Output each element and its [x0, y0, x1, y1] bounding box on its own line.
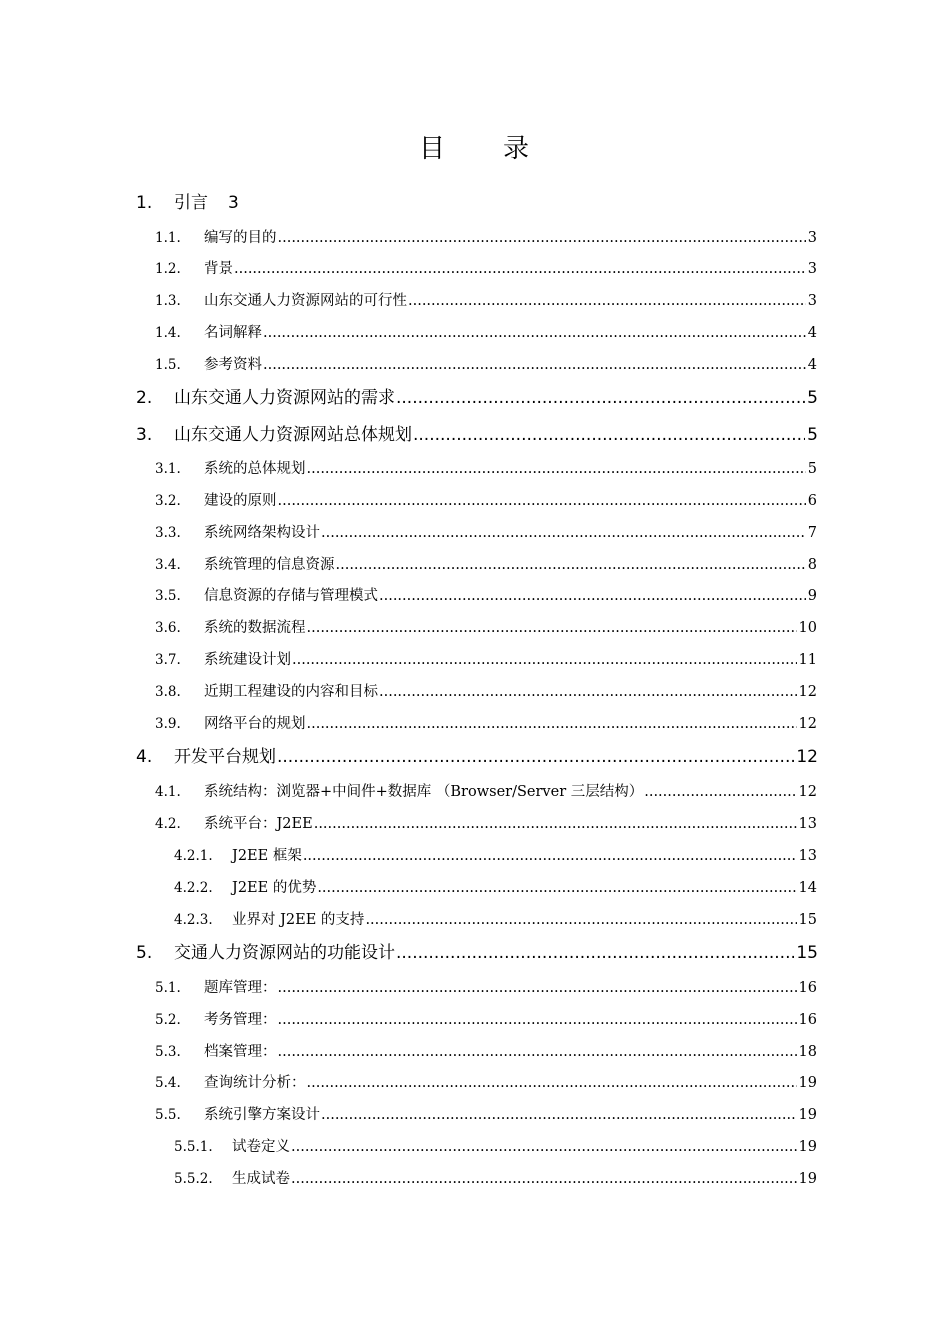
toc-entry-number: 3.4.: [155, 557, 181, 573]
toc-entry-page: 19: [798, 1139, 817, 1155]
toc-entry-text: 网络平台的规划: [204, 716, 306, 732]
toc-entry-number: 3.8.: [155, 684, 181, 700]
toc-entry-page: 13: [798, 848, 817, 864]
toc-entry-4-2[interactable]: [155, 812, 817, 833]
toc-entry-text: 山东交通人力资源网站的需求: [174, 388, 395, 408]
toc-leader-dots: [317, 880, 796, 896]
toc-entry-3-9[interactable]: [155, 712, 817, 733]
page-title: 目 录: [418, 134, 531, 164]
toc-entry-text: 系统平台：J2EE: [204, 816, 313, 832]
toc-entry-3-7[interactable]: [155, 648, 817, 669]
toc-entry-text: 试卷定义: [232, 1139, 290, 1155]
toc-entry-3-6[interactable]: [155, 616, 817, 637]
toc-entry-text: 背景: [204, 261, 233, 277]
toc-entry-page: 12: [796, 747, 818, 767]
toc-entry-number: 4.2.3.: [174, 912, 213, 928]
toc-entry-page: 8: [807, 557, 817, 573]
toc-leader-dots: [303, 848, 797, 864]
toc-leader-dots: [278, 493, 806, 509]
toc-entry-number: 3.3.: [155, 525, 181, 541]
toc-entry-text: 编写的目的: [204, 230, 277, 246]
toc-entry-number: 1.3.: [155, 293, 181, 309]
toc-entry-1[interactable]: [136, 188, 818, 213]
toc-entry-number: 4.: [136, 747, 153, 767]
toc-entry-text: 系统结构：浏览器+中间件+数据库 （Browser/Server 三层结构）: [204, 784, 644, 800]
toc-entry-page: 11: [798, 652, 817, 668]
toc-entry-number: 4.2.2.: [174, 880, 213, 896]
toc-entry-5-4[interactable]: [155, 1071, 817, 1092]
toc-leader-dots: [291, 1171, 797, 1187]
toc-entry-number: 1.5.: [155, 357, 181, 373]
toc-entry-3[interactable]: [136, 420, 818, 445]
toc-entry-page: 13: [798, 816, 817, 832]
toc-leader-dots: [644, 784, 796, 800]
toc-leader-dots: [336, 557, 806, 573]
toc-entry-number: 5.1.: [155, 980, 181, 996]
toc-entry-page: 16: [798, 1012, 817, 1028]
toc-entry-5-3[interactable]: [155, 1040, 817, 1061]
toc-entry-number: 5.: [136, 943, 153, 963]
toc-entry-3-4[interactable]: [155, 553, 817, 574]
toc-leader-dots: [321, 1107, 797, 1123]
toc-entry-page: 15: [796, 943, 818, 963]
toc-entry-number: 3.: [136, 425, 153, 445]
toc-entry-text: 题库管理：: [204, 980, 277, 996]
toc-entry-number: 1.1.: [155, 230, 181, 246]
toc-entry-text: 开发平台规划: [174, 747, 276, 767]
toc-leader-dots: [307, 1075, 797, 1091]
toc-entry-text: 近期工程建设的内容和目标: [204, 684, 378, 700]
toc-entry-5-5[interactable]: [155, 1103, 817, 1124]
toc-entry-number: 3.9.: [155, 716, 181, 732]
toc-entry-1-1[interactable]: [155, 226, 817, 247]
toc-leader-dots: [292, 652, 797, 668]
toc-entry-1-3[interactable]: [155, 289, 817, 310]
toc-entry-number: 1.: [136, 193, 153, 213]
toc-entry-text: 系统建设计划: [204, 652, 291, 668]
toc-entry-number: 3.5.: [155, 588, 181, 604]
toc-entry-text: 系统引擎方案设计: [204, 1107, 320, 1123]
toc-entry-text: 名词解释: [204, 325, 262, 341]
toc-leader-dots: [263, 325, 806, 341]
toc-entry-text: J2EE 的优势: [232, 880, 317, 896]
toc-entry-page: 4: [807, 357, 817, 373]
toc-entry-number: 5.5.: [155, 1107, 181, 1123]
toc-entry-page: 10: [798, 620, 817, 636]
toc-entry-page: 12: [798, 784, 817, 800]
toc-entry-number: 1.4.: [155, 325, 181, 341]
toc-entry-page: 19: [798, 1075, 817, 1091]
toc-entry-page: 3: [228, 193, 239, 213]
toc-entry-number: 5.5.1.: [174, 1139, 213, 1155]
toc-leader-dots: [278, 980, 797, 996]
toc-entry-text: 系统管理的信息资源: [204, 557, 335, 573]
toc-entry-1-5[interactable]: [155, 353, 817, 374]
toc-entry-page: 5: [807, 461, 817, 477]
toc-entry-page: 16: [798, 980, 817, 996]
toc-leader-dots: [307, 620, 797, 636]
toc-entry-3-3[interactable]: [155, 521, 817, 542]
toc-entry-text: 生成试卷: [232, 1171, 290, 1187]
toc-entry-page: 12: [798, 716, 817, 732]
toc-entry-3-8[interactable]: [155, 680, 817, 701]
toc-entry-text: 山东交通人力资源网站的可行性: [204, 293, 407, 309]
toc-entry-number: 4.2.: [155, 816, 181, 832]
toc-leader-dots: [278, 230, 806, 246]
toc-entry-page: 6: [807, 493, 817, 509]
toc-entry-page: 18: [798, 1044, 817, 1060]
toc-entry-text: 参考资料: [204, 357, 262, 373]
toc-entry-number: 3.1.: [155, 461, 181, 477]
toc-leader-dots: [408, 293, 806, 309]
toc-entry-number: 5.4.: [155, 1075, 181, 1091]
toc-entry-3-5[interactable]: [155, 584, 817, 605]
toc-entry-page: 19: [798, 1171, 817, 1187]
toc-entry-number: 3.6.: [155, 620, 181, 636]
toc-entry-page: 7: [807, 525, 817, 541]
toc-entry-page: 19: [798, 1107, 817, 1123]
toc-entry-3-1[interactable]: [155, 457, 817, 478]
toc-entry-number: 2.: [136, 388, 153, 408]
toc-entry-text: 查询统计分析：: [204, 1075, 306, 1091]
toc-leader-dots: [379, 588, 806, 604]
toc-entry-page: 3: [807, 293, 817, 309]
toc-entry-text: J2EE 框架: [232, 848, 302, 864]
toc-entry-page: 3: [807, 261, 817, 277]
toc-entry-number: 5.5.2.: [174, 1171, 213, 1187]
toc-entry-text: 信息资源的存储与管理模式: [204, 588, 378, 604]
toc-entry-number: 4.1.: [155, 784, 181, 800]
toc-leader-dots: [263, 357, 806, 373]
toc-entry-1-4[interactable]: [155, 321, 817, 342]
toc-leader-dots: [413, 425, 805, 445]
toc-entry-text: 系统的数据流程: [204, 620, 306, 636]
toc-entry-4-2-1[interactable]: [174, 844, 817, 865]
toc-entry-page: 3: [807, 230, 817, 246]
toc-entry-text: 系统网络架构设计: [204, 525, 320, 541]
toc-entry-number: 3.2.: [155, 493, 181, 509]
toc-entry-page: 5: [807, 425, 818, 445]
toc-entry-5-5-1[interactable]: [174, 1135, 817, 1156]
toc-entry-text: 引言: [174, 193, 208, 213]
toc-entry-1-2[interactable]: [155, 257, 817, 278]
toc-entry-text: 系统的总体规划: [204, 461, 306, 477]
toc-entry-text: 建设的原则: [204, 493, 277, 509]
toc-entry-5-5-2[interactable]: [174, 1167, 817, 1188]
toc-leader-dots: [321, 525, 806, 541]
toc-entry-text: 业界对 J2EE 的支持: [232, 912, 365, 928]
toc-leader-dots: [396, 388, 805, 408]
toc-leader-dots: [277, 747, 794, 767]
toc-entry-page: 9: [807, 588, 817, 604]
toc-entry-page: 14: [798, 880, 817, 896]
toc-entry-4-2-2[interactable]: [174, 876, 817, 897]
toc-entry-text: 山东交通人力资源网站总体规划: [174, 425, 412, 445]
toc-entry-4-2-3[interactable]: [174, 908, 817, 929]
toc-entry-number: 5.3.: [155, 1044, 181, 1060]
toc-entry-3-2[interactable]: [155, 489, 817, 510]
toc-entry-page: 15: [798, 912, 817, 928]
toc-entry-page: 12: [798, 684, 817, 700]
toc-entry-text: 档案管理：: [204, 1044, 277, 1060]
toc-leader-dots: [365, 912, 796, 928]
toc-entry-text: 考务管理：: [204, 1012, 277, 1028]
toc-entry-number: 4.2.1.: [174, 848, 213, 864]
toc-leader-dots: [234, 261, 806, 277]
toc-entry-4-1[interactable]: [155, 780, 817, 801]
toc-entry-number: 1.2.: [155, 261, 181, 277]
toc-leader-dots: [307, 461, 806, 477]
toc-leader-dots: [314, 816, 797, 832]
toc-entry-text: 交通人力资源网站的功能设计: [174, 943, 395, 963]
toc-entry-2[interactable]: [136, 383, 818, 408]
toc-entry-5[interactable]: [136, 938, 818, 963]
toc-leader-dots: [278, 1044, 797, 1060]
toc-leader-dots: [379, 684, 797, 700]
toc-entry-number: 5.2.: [155, 1012, 181, 1028]
toc-leader-dots: [278, 1012, 797, 1028]
toc-leader-dots: [291, 1139, 797, 1155]
toc-leader-dots: [396, 943, 794, 963]
toc-entry-5-2[interactable]: [155, 1008, 817, 1029]
toc-leader-dots: [307, 716, 797, 732]
toc-entry-number: 3.7.: [155, 652, 181, 668]
toc-entry-page: 5: [807, 388, 818, 408]
toc-entry-5-1[interactable]: [155, 976, 817, 997]
toc-entry-page: 4: [807, 325, 817, 341]
toc-entry-4[interactable]: [136, 742, 818, 767]
